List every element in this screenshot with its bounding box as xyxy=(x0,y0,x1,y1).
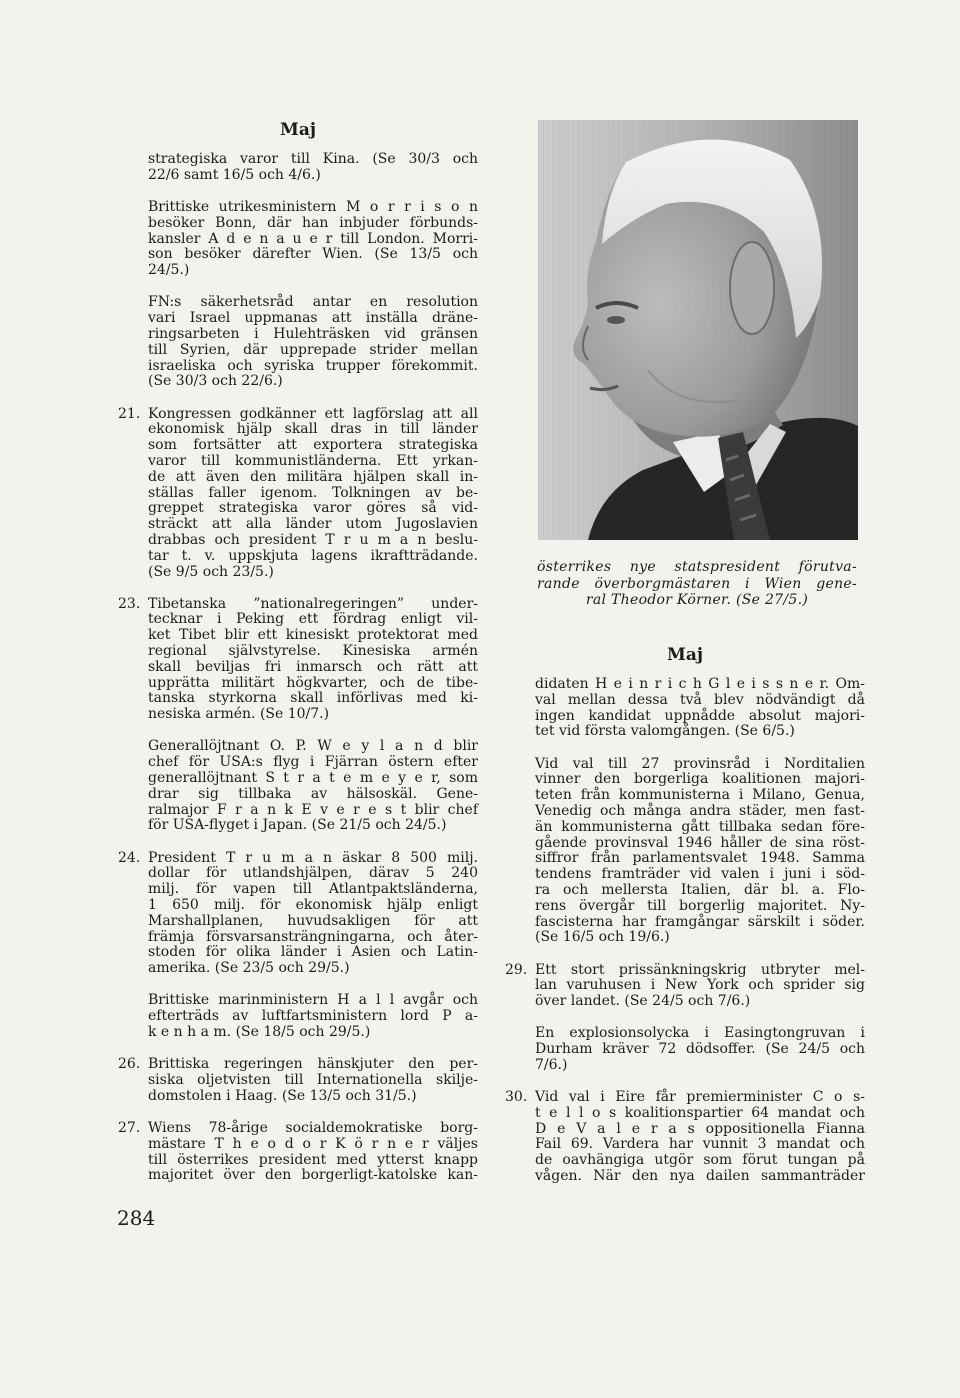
text-line: Venedig och många andra städer, men fast- xyxy=(535,802,865,819)
text-line: majoritet över den borgerligt-katolske kan- xyxy=(148,1167,478,1184)
text-line: (Se 30/3 och 22/6.) xyxy=(148,373,283,390)
text-line: ra och mellersta Italien, där bl. a. Flo- xyxy=(535,881,865,898)
day-number: 23. xyxy=(118,595,141,612)
text-line: israeliska och syriska trupper förekommit. xyxy=(148,357,478,374)
text-line: tanska styrkorna skall införlivas med ki- xyxy=(148,690,478,707)
text-line: vinner den borgerliga koalitionen majori- xyxy=(535,771,865,788)
right-column xyxy=(505,676,865,1185)
day-number: 24. xyxy=(118,849,141,866)
text-line: Durham kräver 72 dödsoffer. (Se 24/5 och xyxy=(535,1041,865,1058)
text-line: Kongressen godkänner ett lagförslag att all xyxy=(148,405,478,422)
month-heading: Maj xyxy=(667,645,703,665)
text-line: de att även den militära hjälpen skall in- xyxy=(148,468,478,485)
text-line: Fail 69. Vardera har vunnit 3 mandat och xyxy=(535,1136,865,1153)
text-line: upprätta militärt högkvarter, och de tibe- xyxy=(148,674,478,691)
day-number: 29. xyxy=(505,961,528,978)
text-line: Tibetanska ”nationalregeringen” under- xyxy=(148,595,478,612)
text-line: chef för USA:s flyg i Fjärran östern efter xyxy=(148,754,478,771)
text-line: 7/6.) xyxy=(535,1056,568,1073)
text-line: skall beviljas fri inmarsch och rätt att xyxy=(148,658,478,675)
chronicle-entry xyxy=(148,152,478,184)
text-line: som fortsätter att exportera strategiska xyxy=(148,437,478,454)
text-line: D e V a l e r a s oppositionella Fianna xyxy=(535,1120,865,1137)
text-line: greppet strategiska varor göres så vid- xyxy=(148,500,478,517)
text-line: lan varuhusen i New York och sprider sig xyxy=(535,977,865,994)
text-line: till Syrien, där upprepade strider mellan xyxy=(148,341,478,358)
photo-caption xyxy=(537,559,857,609)
text-line: t e l l o s koalitionspartier 64 mandat och xyxy=(535,1104,865,1121)
chronicle-entry xyxy=(118,1056,478,1104)
text-line: didaten H e i n r i c h G l e i s s n e r. Om- xyxy=(535,676,865,692)
day-number: 30. xyxy=(505,1089,528,1106)
text-line: regional självstyrelse. Kinesiska armén xyxy=(148,643,478,660)
text-line: Brittiske utrikesministern M o r r i s o n xyxy=(148,198,478,215)
caption-line: österrikes nye statspresident förutva- xyxy=(537,559,857,575)
chronicle-entry xyxy=(118,849,478,977)
text-line: 1 650 milj. för ekonomisk hjälp enligt xyxy=(148,897,478,914)
text-line: 24/5.) xyxy=(148,262,190,279)
text-line: vågen. När den nya dailen sammanträder xyxy=(535,1168,865,1185)
text-line: k e n h a m. (Se 18/5 och 29/5.) xyxy=(148,1023,371,1040)
text-line: Brittiska regeringen hänskjuter den per- xyxy=(148,1056,478,1073)
day-number: 26. xyxy=(118,1056,141,1073)
text-line: mästare T h e o d o r K ö r n e r väljes xyxy=(148,1135,478,1152)
text-line: Wiens 78-årige socialdemokratiske borg- xyxy=(148,1119,478,1136)
text-line: FN:s säkerhetsråd antar en resolution xyxy=(148,294,478,311)
chronicle-entry xyxy=(535,1026,865,1073)
text-line: tecknar i Peking ett fördrag enligt vil- xyxy=(148,611,478,628)
caption-line: ral Theodor Körner. (Se 27/5.) xyxy=(585,592,809,608)
chronicle-entry xyxy=(118,1119,478,1184)
text-line: milj. för vapen till Atlantpaktsländerna, xyxy=(148,881,478,898)
text-line: nesiska armén. (Se 10/7.) xyxy=(148,706,330,723)
text-line: ringsarbeten i Hulehträsken vid gränsen xyxy=(148,325,478,342)
text-line: besöker Bonn, där han inbjuder förbunds- xyxy=(148,214,478,231)
chronicle-entry xyxy=(148,739,478,834)
day-number: 21. xyxy=(118,405,141,422)
text-line: Brittiske marinministern H a l l avgår och xyxy=(148,992,478,1009)
chronicle-entry xyxy=(505,961,865,1010)
text-line: teten från kommunisterna i Milano, Genua, xyxy=(535,787,865,804)
text-line: stoden för olika länder i Asien och Latin- xyxy=(148,944,478,961)
text-line: tet vid första valomgången. (Se 6/5.) xyxy=(535,723,795,740)
chronicle-entry xyxy=(148,200,478,279)
chronicle-entry xyxy=(148,993,478,1040)
text-line: Vid val till 27 provinsråd i Norditalien xyxy=(535,755,865,772)
text-line: än kommunisterna gått tillbaka sedan före- xyxy=(535,818,865,835)
text-line: över landet. (Se 24/5 och 7/6.) xyxy=(535,993,751,1010)
text-line: siffror från parlamentsvalet 1948. Samma xyxy=(535,850,865,867)
chronicle-entry xyxy=(118,595,478,723)
text-line: de oavhängiga utgör som förut tungan på xyxy=(535,1152,865,1169)
text-line: tar t. v. uppskjuta lagens ikraftträdande. xyxy=(148,547,478,564)
portrait-photo xyxy=(538,120,858,540)
text-line: varor till kommunistländerna. Ett yrkan- xyxy=(148,452,478,469)
chronicle-entry xyxy=(535,677,865,740)
text-line: Vid val i Eire får premierminister C o s- xyxy=(535,1089,865,1106)
text-line: främja försvarsansträngningarna, och åter- xyxy=(148,928,478,945)
day-number: 27. xyxy=(118,1119,141,1136)
text-line: gående provinsval 1946 håller de sina röst- xyxy=(535,834,865,851)
text-line: val mellan dessa två blev nödvändigt då xyxy=(535,691,865,708)
text-line: till österrikes president med ytterst knapp xyxy=(148,1151,478,1168)
text-line: generallöjtnant S t r a t e m e y e r, som xyxy=(148,770,478,787)
text-line: son besöker därefter Wien. (Se 13/5 och xyxy=(148,246,478,263)
month-heading: Maj xyxy=(280,120,316,140)
text-line: vari Israel uppmanas att inställa dräne- xyxy=(148,310,478,327)
text-line: kansler A d e n a u e r till London. Morri- xyxy=(148,230,478,247)
text-line: dollar för utlandshjälpen, därav 5 240 xyxy=(148,865,478,882)
text-line: domstolen i Haag. (Se 13/5 och 31/5.) xyxy=(148,1087,417,1104)
text-line: drabbas och president T r u m a n beslu- xyxy=(148,531,478,548)
text-line: fascisterna har framgångar särskilt i söder. xyxy=(535,913,865,930)
caption-line: rande överborgmästaren i Wien gene- xyxy=(537,575,857,592)
chronicle-entry xyxy=(535,757,865,947)
chronicle-entry xyxy=(118,405,478,581)
text-line: ekonomisk hjälp skall dras in till länder xyxy=(148,421,478,438)
text-line: siska oljetvisten till Internationella skilje- xyxy=(148,1071,478,1088)
text-line: 22/6 samt 16/5 och 4/6.) xyxy=(148,166,321,183)
text-line: Marshallplanen, huvudsakligen för att xyxy=(148,912,478,929)
text-line: drar sig tillbaka av hälsoskäl. Gene- xyxy=(148,785,478,802)
text-line: En explosionsolycka i Easingtongruvan i xyxy=(535,1025,865,1042)
text-line: för USA-flyget i Japan. (Se 21/5 och 24/5.) xyxy=(148,817,447,834)
text-line: ställas faller igenom. Tolkningen av be- xyxy=(148,484,478,501)
page-number: 284 xyxy=(117,1206,156,1230)
text-line: tendens framträder vid valen i juni i söd- xyxy=(535,866,865,883)
chronicle-entry xyxy=(148,295,478,390)
text-line: rens övergår till borgerlig majoritet. Ny- xyxy=(535,897,865,914)
text-line: Ett stort prissänkningskrig utbryter mel- xyxy=(535,961,865,978)
text-line: efterträds av luftfartsministern lord P a- xyxy=(148,1008,478,1025)
text-line: ket Tibet blir ett kinesiskt protektorat med xyxy=(148,627,478,644)
left-column xyxy=(118,151,478,1184)
text-line: (Se 9/5 och 23/5.) xyxy=(148,563,274,580)
text-line: sträckt att alla länder utom Jugoslavien xyxy=(148,516,478,533)
text-line: (Se 16/5 och 19/6.) xyxy=(535,929,670,946)
text-line: ralmajor F r a n k E v e r e s t blir chef xyxy=(148,801,478,818)
text-line: President T r u m a n äskar 8 500 milj. xyxy=(148,849,478,866)
chronicle-entry xyxy=(505,1089,865,1185)
text-line: Generallöjtnant O. P. W e y l a n d blir xyxy=(148,738,478,755)
text-line: strategiska varor till Kina. (Se 30/3 och xyxy=(148,151,478,167)
text-line: amerika. (Se 23/5 och 29/5.) xyxy=(148,960,350,977)
text-line: ingen kandidat uppnådde absolut majori- xyxy=(535,707,865,724)
